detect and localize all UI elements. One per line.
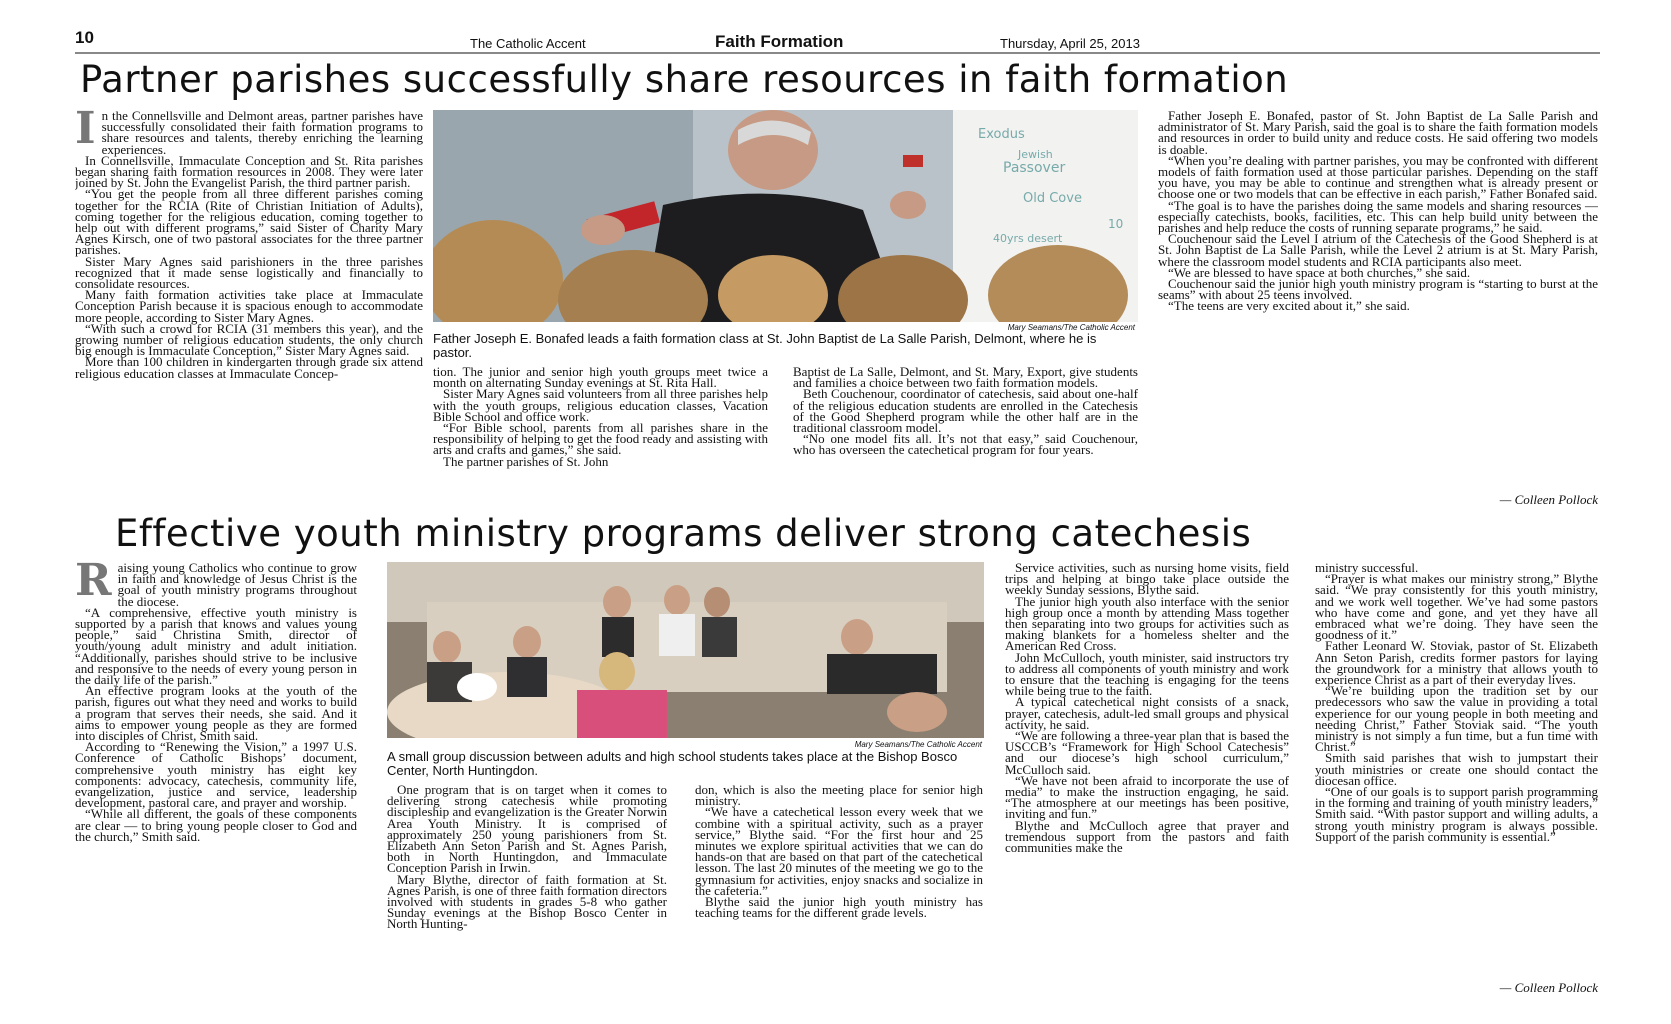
paragraph: “For Bible school, parents from all parishes share in the responsibility of helping to get the food ready and assisting with arts and crafts and games,” she said.: [433, 420, 768, 458]
paragraph: “With such a crowd for RCIA (31 members this year), and the growing number of religious education students, the only church big enough is Immaculate Conception,” Sister Mary Agnes said.: [75, 320, 423, 359]
paragraph: The junior high youth also interface with the senior high group once a month by attending Mass together then separating into two groups for activities such as making blankets for a homeless shelter and the American Red Cross.: [1005, 593, 1289, 654]
paragraph: “We have not been afraid to incorporate the use of media” to make the instruction engaging, he said. “The atmosphere at our meetings has been positive, inviting and fun.”: [1005, 772, 1289, 822]
paragraph: “When you’re dealing with partner parishes, you may be confronted with different models of faith formation used at those particular parishes. Depending on the staff you have, you may be able to continue and strengthen what is already present or choose one or two models that can be effective in each parish,” Father Bonafed said.: [1158, 152, 1598, 202]
paragraph: Many faith formation activities take place at Immaculate Conception Parish because it is spacious enough to accommodate more people, according to Sister Mary Agnes.: [75, 287, 423, 325]
article2-headline: Effective youth ministry programs deliver strong catechesis: [115, 512, 1252, 555]
masthead: [75, 30, 1600, 54]
paragraph: Blythe said the junior high youth ministry has teaching teams for the different grade levels.: [695, 894, 983, 921]
article2-column-1: [75, 562, 357, 994]
paragraph: “One of our goals is to support parish programming in the forming and training of youth ministry leaders,” Smith said. “With pastor support and willing adults, a strong youth ministry program is always possible. Support of the parish community is essential.”: [1315, 784, 1598, 844]
paragraph: Father Leonard W. Stoviak, pastor of St. Elizabeth Ann Seton Parish, credits former pastors for laying the groundwork for a ministry that allows youth to experience Christ as a part of their everyday lives.: [1315, 638, 1598, 688]
paragraph: John McCulloch, youth minister, said instructors try to address all components of youth ministry and work to ensure that the teaching is engaging for the teens while being true to the faith.: [1005, 649, 1289, 699]
article2-column-3: [695, 784, 983, 994]
article1-dropcap: I: [75, 110, 96, 154]
paragraph: Couchenour said the junior high youth ministry program is “starting to burst at the seams” with about 25 teens involved.: [1158, 276, 1598, 303]
board-word: Jewish: [1018, 148, 1053, 161]
article2-column-5: [1315, 562, 1598, 980]
paragraph: Sister Mary Agnes said parishioners in the three parishes recognized that it made sense logistically and financially to consolidate resources.: [75, 253, 423, 292]
board-word: 10: [1108, 217, 1124, 231]
article2-byline: — Colleen Pollock: [1499, 982, 1598, 995]
paragraph: “Prayer is what makes our ministry strong,” Blythe said. “We pray consistently for this youth ministry, and we work well together. We’ve had some pastors who have come and gone, and yet they have all embraced what we’re doing. They have seen the goodness of it.”: [1315, 571, 1598, 643]
paragraph: ministry successful.: [1315, 562, 1419, 575]
paragraph: Smith said parishes that wish to jumpstart their youth ministries or create one should contact the diocesan office.: [1315, 750, 1598, 788]
paragraph: n the Connellsville and Delmont areas, partner parishes have successfully consolidated their faith formation programs to share resources and talents, thereby enriching the learning experiences.: [101, 110, 423, 157]
article1-photo-caption: Father Joseph E. Bonafed leads a faith formation class at St. John Baptist de La Salle Parish, Delmont, where he is pastor.: [433, 331, 1097, 360]
paragraph: More than 100 children in kindergarten through grade six attend religious education classes at Immaculate Concep-: [75, 354, 423, 381]
article1-col1-body: [75, 110, 423, 379]
paragraph: “We have a catechetical lesson every week that we combine with a spiritual activity, such as a prayer service,” Blythe said. “For the first hour and 25 minutes we explore spiritual activities that we can do hands-on that are based on that part of the catechetical lesson. The last 20 minutes of the meeting we go to the gymnasium for activities, enjoy snacks and socialize in the cafeteria.”: [695, 804, 983, 898]
article1-column-2: [433, 366, 768, 506]
paragraph: Couchenour said the Level I atrium of the Catechesis of the Good Shepherd is at St. John Baptist de La Salle Parish, while the Level 2 atrium is at St. Mary Parish, where the classroom model students and RCIA participants also meet.: [1158, 231, 1598, 269]
paragraph: One program that is on target when it comes to delivering strong catechesis while promoting discipleship and evangelization is the Greater Norwin Area Youth Ministry. It is comprised of approximately 250 young parishioners from St. Elizabeth Ann Seton Parish and St. Agnes Parish, both in North Huntingdon, and Immaculate Conception Parish in Irwin.: [387, 784, 667, 876]
section-title: Faith Formation: [715, 32, 844, 51]
board-word: Exodus: [978, 127, 1025, 142]
paragraph: don, which is also the meeting place for senior high ministry.: [695, 784, 983, 809]
page-number: 10: [75, 28, 94, 47]
paragraph: “We’re building upon the tradition set by our predecessors who saw the value in providing a total experience for our young people in both meeting and needing Christ,” Father Stoviak said. “The youth ministry is not simply a fun time, but a fun time with Christ.”: [1315, 683, 1598, 755]
paragraph: Baptist de La Salle, Delmont, and St. Mary, Export, give students and families a choice between two faith formation models.: [793, 366, 1138, 391]
paragraph: An effective program looks at the youth of the parish, figures out what they need and works to build a program that serves their needs, she said. And it aims to empower young people as they are formed into disciples of Christ, Smith said.: [75, 683, 357, 744]
paragraph: Father Joseph E. Bonafed, pastor of St. John Baptist de La Salle Parish and administrator of St. Mary Parish, said the goal is to share the faith formation models and resources in order to build unity and reduce costs. He said offering two models is doable.: [1158, 110, 1598, 157]
paragraph: “We are following a three-year plan that is based the USCCB’s “Framework for High School Catechesis” and our diocese’s high school curriculum,” McCulloch said.: [1005, 728, 1289, 777]
paragraph: “A comprehensive, effective youth ministry is supported by a parish that knows and values young people,” said Christina Smith, director of youth/young adult ministry and adult initiation. “Additionally, parishes should strive to be inclusive and responsive to the needs of every young person in the daily life of the parish.”: [75, 604, 357, 688]
board-word: 40yrs desert: [993, 232, 1063, 245]
article1-column-3: [793, 366, 1138, 506]
publication-name: The Catholic Accent: [470, 36, 586, 51]
article2-dropcap: R: [75, 562, 112, 606]
paragraph: In Connellsville, Immaculate Conception and St. Rita parishes began sharing faith formation resources in 2008. They were later joined by St. John the Evangelist Parish, the third partner parish.: [75, 152, 423, 191]
paragraph: tion. The junior and senior high youth groups meet twice a month on alternating Sunday evenings at St. Rita Hall.: [433, 366, 768, 391]
paragraph: According to “Renewing the Vision,” a 1997 U.S. Conference of Catholic Bishops’ document, comprehensive youth ministry has eight key components: advocacy, catechesis, community life, evangelization, justice and service, leadership development, pastoral care, and prayer and worship.: [75, 739, 357, 811]
article1-column-4: [1158, 110, 1598, 492]
paragraph: “While all different, the goals of these components are clear — to bring young people closer to God and the church,” Smith said.: [75, 806, 357, 844]
paragraph: “We are blessed to have space at both churches,” she said.: [1168, 264, 1471, 280]
article1-headline: Partner parishes successfully share resources in faith formation: [80, 58, 1289, 101]
youth-group-photo-illustration: [387, 562, 984, 738]
issue-date: Thursday, April 25, 2013: [1000, 36, 1140, 51]
paragraph: “No one model fits all. It’s not that easy,” said Couchenour, who has overseen the catechetical program for four years.: [793, 431, 1138, 458]
article2-photo: [387, 562, 984, 738]
article2-col1-body: [75, 562, 357, 842]
article1-photo-credit: Mary Seamans/The Catholic Accent: [1007, 323, 1135, 332]
article1-column-1: [75, 110, 423, 505]
article2-photo-credit: Mary Seamans/The Catholic Accent: [854, 740, 982, 749]
board-word: Passover: [1003, 160, 1066, 176]
paragraph: aising young Catholics who continue to grow in faith and knowledge of Jesus Christ is the goal of youth ministry programs throughout the diocese.: [117, 562, 357, 609]
paragraph: Sister Mary Agnes said volunteers from all three parishes help with the youth groups, religious education classes, Vacation Bible School and office work.: [433, 386, 768, 424]
article2-column-4: [1005, 562, 1289, 994]
paragraph: Blythe and McCulloch agree that prayer and tremendous support from the pastors and faith communities make the: [1005, 817, 1289, 856]
paragraph: “The goal is to have the parishes doing the same models and sharing resources — especially catechists, books, facilities, etc. This can help build unity between the parishes and help reduce the costs of running separate programs,” he said.: [1158, 197, 1598, 236]
paragraph: “The teens are very excited about it,” she said.: [1168, 298, 1410, 314]
article1-photo: [433, 110, 1138, 322]
paragraph: Service activities, such as nursing home visits, field trips and helping at bingo take place outside the weekly Sunday sessions, Blythe said.: [1005, 562, 1289, 598]
paragraph: A typical catechetical night consists of a snack, prayer, catechesis, adult-led small groups and physical activity, he said.: [1005, 694, 1289, 732]
article2-column-2: [387, 784, 667, 994]
paragraph: Beth Couchenour, coordinator of catechesis, said about one-half of the religious education students are enrolled in the Catechesis of the Good Shepherd program while the other half are in the traditional classroom model.: [793, 386, 1138, 436]
paragraph: Mary Blythe, director of faith formation at St. Agnes Parish, is one of three faith formation directors involved with students in grades 5-8 who gather Sunday evenings at the Bishop Bosco Center in North Hunting-: [387, 871, 667, 932]
article2-photo-caption: A small group discussion between adults and high school students takes place at the Bishop Bosco Center, North Huntingdon.: [387, 749, 958, 778]
classroom-photo-illustration: [433, 110, 1138, 322]
article1-byline: — Colleen Pollock: [1499, 494, 1598, 507]
paragraph: The partner parishes of St. John: [443, 453, 609, 469]
paragraph: “You get the people from all three different parishes coming together for the RCIA (Rite of Christian Initiation of Adults), coming together for the religious education, coming together to help out with different programs,” said Sister of Charity Mary Agnes Kirsch, one of two pastoral associates for the three partner parishes.: [75, 186, 423, 258]
board-word: Old Cove: [1023, 191, 1082, 206]
